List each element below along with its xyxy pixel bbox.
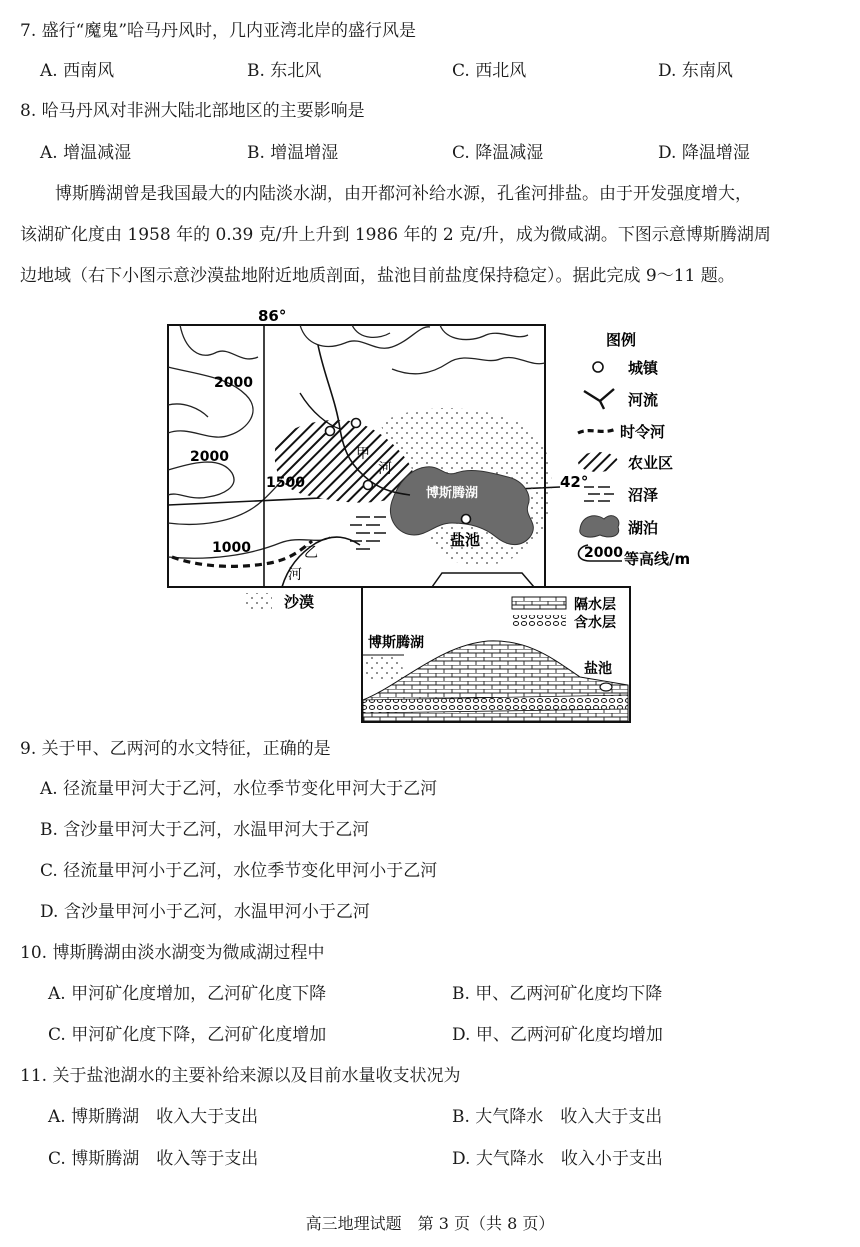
legend-river: 河流 — [628, 391, 659, 409]
q10-stem: 10. 博斯腾湖由淡水湖变为微咸湖过程中 — [20, 943, 325, 963]
aquifer-legend-icon — [512, 615, 566, 627]
lake-label: 博斯腾湖 — [426, 486, 479, 501]
q10-option-d: D. 甲、乙两河矿化度均增加 — [452, 1025, 663, 1045]
legend-contour-value: 2000 — [584, 545, 623, 561]
legend-farmland: 农业区 — [628, 454, 674, 472]
passage-line-2: 该湖矿化度由 1958 年的 0.39 克/升上升到 1986 年的 2 克/升，成为微咸湖。下图示意博斯腾湖周 — [20, 225, 771, 245]
legend-seasonal-river: 时令河 — [620, 423, 666, 441]
salt-pool-label: 盐池 — [450, 531, 481, 549]
river-yi-label-2: 河 — [288, 567, 302, 583]
map-legend — [578, 331, 690, 568]
q8-option-b: B. 增温增湿 — [247, 143, 339, 163]
q11-option-c: C. 博斯腾湖 收入等于支出 — [48, 1149, 259, 1169]
legend-title: 图例 — [606, 331, 637, 349]
profile-lake-label: 博斯腾湖 — [368, 635, 424, 651]
q8-stem: 8. 哈马丹风对非洲大陆北部地区的主要影响是 — [20, 101, 365, 121]
aquiclude-legend-icon — [512, 597, 566, 609]
contour-label-2000-b: 2000 — [190, 449, 229, 465]
q11-option-b: B. 大气降水 收入大于支出 — [452, 1107, 663, 1127]
desert-legend-label: 沙漠 — [284, 593, 315, 611]
q9-stem: 9. 关于甲、乙两河的水文特征，正确的是 — [20, 739, 331, 759]
q10-option-a: A. 甲河矿化度增加，乙河矿化度下降 — [48, 984, 327, 1004]
passage-line-3: 边地域（右下小图示意沙漠盐地附近地质剖面，盐池目前盐度保持稳定）。据此完成 9～11 题。 — [20, 266, 735, 286]
q7-option-b: B. 东北风 — [247, 61, 322, 81]
river-jia-label-1: 甲 — [356, 446, 370, 462]
legend-farmland-icon — [578, 452, 618, 472]
q11-stem: 11. 关于盐池湖水的主要补给来源以及目前水量收支状况为 — [20, 1066, 461, 1086]
q7-option-c: C. 西北风 — [452, 61, 527, 81]
passage-line-1: 博斯腾湖曾是我国最大的内陆淡水湖，由开都河补给水源，孔雀河排盐。由于开发强度增大， — [55, 184, 752, 204]
page-footer: 高三地理试题 第 3 页（共 8 页） — [305, 1214, 555, 1233]
legend-river-icon — [584, 389, 614, 409]
q7-option-d: D. 东南风 — [658, 61, 733, 81]
legend-lake: 湖泊 — [628, 519, 659, 537]
legend-swamp: 沼泽 — [628, 486, 659, 504]
contour-label-1500: 1500 — [266, 475, 305, 491]
river-yi-label-1: 乙 — [304, 545, 318, 561]
legend-contour: 等高线/m — [624, 550, 691, 568]
desert-legend-icon — [246, 593, 272, 609]
q8-option-d: D. 降温增湿 — [658, 143, 750, 163]
q9-option-d: D. 含沙量甲河小于乙河，水温甲河小于乙河 — [40, 902, 370, 922]
legend-town-icon — [593, 362, 603, 372]
q9-option-a: A. 径流量甲河大于乙河，水位季节变化甲河大于乙河 — [40, 779, 438, 799]
q7-option-a: A. 西南风 — [40, 61, 115, 81]
legend-swamp-icon — [584, 487, 614, 501]
q10-option-c: C. 甲河矿化度下降，乙河矿化度增加 — [48, 1025, 327, 1045]
q11-option-d: D. 大气降水 收入小于支出 — [452, 1149, 663, 1169]
q9-option-c: C. 径流量甲河小于乙河，水位季节变化甲河小于乙河 — [40, 861, 438, 881]
legend-lake-icon — [580, 516, 619, 537]
geologic-profile — [362, 587, 630, 722]
q11-option-a: A. 博斯腾湖 收入大于支出 — [48, 1107, 259, 1127]
q7-stem: 7. 盛行“魔鬼”哈马丹风时，几内亚湾北岸的盛行风是 — [20, 21, 417, 41]
profile-salt-pool-label: 盐池 — [584, 661, 612, 677]
contour-label-1000: 1000 — [212, 540, 251, 556]
q10-option-b: B. 甲、乙两河矿化度均下降 — [452, 984, 663, 1004]
q9-option-b: B. 含沙量甲河大于乙河，水温甲河大于乙河 — [40, 820, 370, 840]
contour-label-2000-a: 2000 — [214, 375, 253, 391]
aquiclude-label: 隔水层 — [574, 597, 616, 613]
legend-town: 城镇 — [628, 359, 659, 377]
profile-salt-pool — [600, 683, 612, 691]
bosten-lake-map — [0, 305, 860, 725]
q8-option-c: C. 降温减湿 — [452, 143, 544, 163]
latitude-label: 42° — [560, 473, 589, 491]
longitude-label: 86° — [258, 307, 287, 325]
legend-seasonal-river-icon — [578, 429, 616, 433]
q8-option-a: A. 增温减湿 — [40, 143, 132, 163]
river-jia-label-2: 河 — [378, 461, 392, 477]
aquifer-label: 含水层 — [574, 615, 616, 631]
